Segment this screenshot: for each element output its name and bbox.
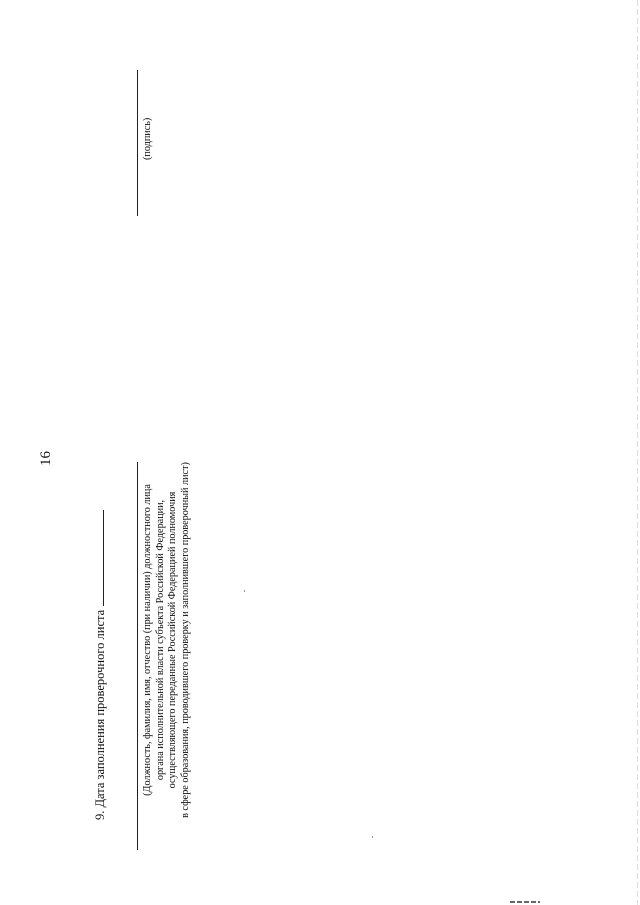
fill-date-label: 9. Дата заполнения проверочного листа [93, 609, 107, 820]
scan-speck [244, 590, 245, 592]
scan-speck [372, 836, 373, 838]
fill-date-blank [92, 510, 104, 606]
official-caption-line: (Должность, фамилия, имя, отчество (при наличии) должностного лица [142, 484, 153, 796]
official-caption-line: в сфере образования, проводившего проверку и заполнившего проверочный лист) [179, 462, 191, 818]
scan-edge-right [637, 0, 638, 905]
official-caption-line: осуществляющего переданные Российской Федерацией полномочия [167, 491, 178, 789]
signature-rule [137, 70, 138, 216]
official-caption-line: органа исполнительной власти субъекта Российской Федерации, [154, 499, 166, 781]
scan-edge-bottom [510, 901, 540, 903]
fill-date-line [92, 510, 108, 820]
page-number: 16 [38, 451, 54, 466]
official-caption [142, 460, 192, 820]
official-signature-rule [137, 462, 138, 850]
signature-caption: (подпись) [142, 117, 153, 160]
